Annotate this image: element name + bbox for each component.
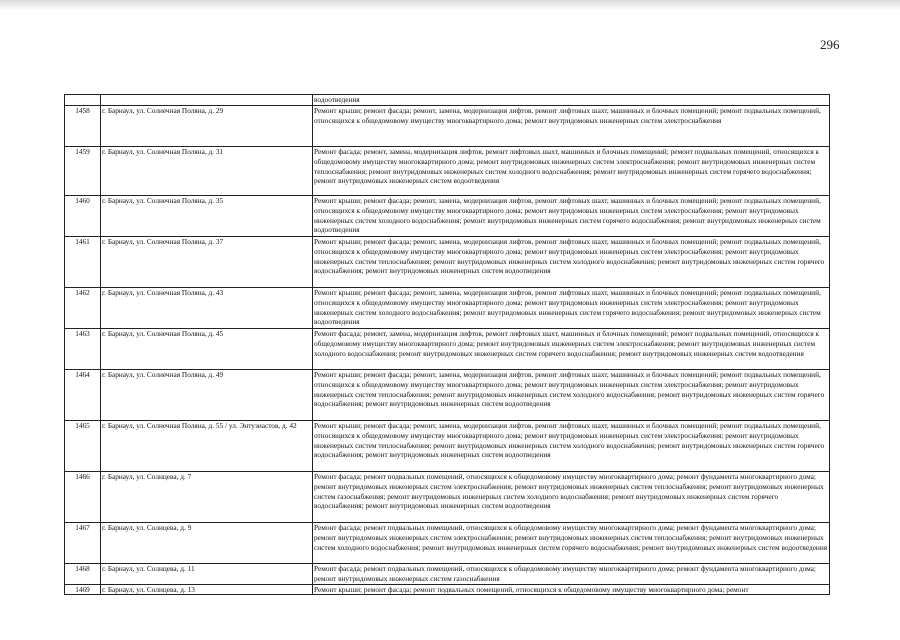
row-number: 1460 <box>65 196 101 237</box>
works-cell: Ремонт фасада; ремонт, замена, модернизация лифтов, ремонт лифтовых шахт, машинных и блочных помещений; ремонт подвальных помещений, относящихся к общедомовому имуществу многоквартирного дома; ремонт внутридомовых инженерных систем электроснабжения; ремонт внутридомовых инженерных систем теплоснабжения; ремонт внутридомовых инженерных систем холодного водоснабжения; ремонт внутридомовых инженерных систем горячего водоснабжения; ремонт внутридомовых инженерных систем водоотведения <box>313 147 830 196</box>
row-number: 1464 <box>65 370 101 421</box>
row-number <box>65 95 101 106</box>
table-row <box>65 472 830 523</box>
works-cell: Ремонт крыши; ремонт фасада; ремонт, замена, модернизация лифтов, ремонт лифтовых шахт, машинных и блочных помещений; ремонт подвальных помещений, относящихся к общедомовому имуществу многоквартирного дома; ремонт внутридомовых инженерных систем электроснабжения <box>313 106 830 147</box>
row-number: 1469 <box>65 584 101 595</box>
works-cell: Ремонт крыши; ремонт фасада; ремонт, замена, модернизация лифтов, ремонт лифтовых шахт, машинных и блочных помещений; ремонт подвальных помещений, относящихся к общедомовому имуществу многоквартирного дома; ремонт внутридомовых инженерных систем электроснабжения; ремонт внутридомовых инженерных систем теплоснабжения; ремонт внутридомовых инженерных систем холодного водоснабжения; ремонт внутридомовых инженерных систем горячего водоснабжения; ремонт внутридомовых инженерных систем водоотведения <box>313 370 830 421</box>
table-row <box>65 196 830 237</box>
works-cell: Ремонт крыши; ремонт фасада; ремонт, замена, модернизация лифтов, ремонт лифтовых шахт, машинных и блочных помещений; ремонт подвальных помещений, относящихся к общедомовому имуществу многоквартирного дома; ремонт внутридомовых инженерных систем электроснабжения; ремонт внутридомовых инженерных систем холодного водоснабжения; ремонт внутридомовых инженерных систем горячего водоснабжения; ремонт внутридомовых инженерных систем водоотведения <box>313 196 830 237</box>
row-number: 1468 <box>65 564 101 585</box>
works-cell: Ремонт фасада; ремонт, замена, модернизация лифтов, ремонт лифтовых шахт, машинных и блочных помещений; ремонт подвальных помещений, относящихся к общедомовому имуществу многоквартирного дома; ремонт внутридомовых инженерных систем электроснабжения; ремонт внутридомовых инженерных систем холодного водоснабжения; ремонт внутридомовых инженерных систем горячего водоснабжения; ремонт внутридомовых инженерных систем водоотведения <box>313 329 830 370</box>
table-row <box>65 421 830 472</box>
row-number: 1458 <box>65 106 101 147</box>
address-cell: г. Барнаул, ул. Солнечная Поляна, д. 35 <box>101 196 313 237</box>
table-row <box>65 329 830 370</box>
row-number: 1465 <box>65 421 101 472</box>
row-number: 1466 <box>65 472 101 523</box>
table-row <box>65 147 830 196</box>
address-cell: г. Барнаул, ул. Солнцева, д. 7 <box>101 472 313 523</box>
row-number: 1462 <box>65 288 101 329</box>
table-row <box>65 523 830 564</box>
works-cell: Ремонт крыши; ремонт фасада; ремонт, замена, модернизация лифтов, ремонт лифтовых шахт, машинных и блочных помещений; ремонт подвальных помещений, относящихся к общедомовому имуществу многоквартирного дома; ремонт внутридомовых инженерных систем электроснабжения; ремонт внутридомовых инженерных систем теплоснабжения; ремонт внутридомовых инженерных систем холодного водоснабжения; ремонт внутридомовых инженерных систем горячего водоснабжения; ремонт внутридомовых инженерных систем водоотведения <box>313 237 830 288</box>
address-cell: г. Барнаул, ул. Солнечная Поляна, д. 31 <box>101 147 313 196</box>
row-number: 1461 <box>65 237 101 288</box>
table-row <box>65 370 830 421</box>
address-cell: г. Барнаул, ул. Солнечная Поляна, д. 29 <box>101 106 313 147</box>
address-cell: г. Барнаул, ул. Солнечная Поляна, д. 55 / ул. Энтузиастов, д. 42 <box>101 421 313 472</box>
works-cell: Ремонт фасада; ремонт подвальных помещений, относящихся к общедомовому имуществу многоквартирного дома; ремонт фундамента многоквартирного дома; ремонт внутридомовых инженерных систем электроснабжения; ремонт внутридомовых инженерных систем теплоснабжения; ремонт внутридомовых инженерных систем газоснабжения; ремонт внутридомовых инженерных систем холодного водоснабжения; ремонт внутридомовых инженерных систем горячего водоснабжения; ремонт внутридомовых инженерных систем водоотведения <box>313 472 830 523</box>
row-number: 1459 <box>65 147 101 196</box>
row-number: 1467 <box>65 523 101 564</box>
address-cell: г. Барнаул, ул. Солнечная Поляна, д. 37 <box>101 237 313 288</box>
table-body <box>65 95 830 595</box>
address-cell: г. Барнаул, ул. Солнечная Поляна, д. 43 <box>101 288 313 329</box>
works-cell: Ремонт крыши; ремонт фасада; ремонт, замена, модернизация лифтов, ремонт лифтовых шахт, машинных и блочных помещений; ремонт подвальных помещений, относящихся к общедомовому имуществу многоквартирного дома; ремонт внутридомовых инженерных систем электроснабжения; ремонт внутридомовых инженерных систем теплоснабжения; ремонт внутридомовых инженерных систем холодного водоснабжения; ремонт внутридомовых инженерных систем горячего водоснабжения; ремонт внутридомовых инженерных систем водоотведения <box>313 421 830 472</box>
works-cell: водоотведения <box>313 95 830 106</box>
works-cell: Ремонт крыши; ремонт фасада; ремонт подвальных помещений, относящихся к общедомовому имуществу многоквартирного дома; ремонт <box>313 584 830 595</box>
table-row <box>65 584 830 595</box>
scan-edge <box>0 0 900 10</box>
works-cell: Ремонт крыши; ремонт фасада; ремонт, замена, модернизация лифтов, ремонт лифтовых шахт, машинных и блочных помещений; ремонт подвальных помещений, относящихся к общедомовому имуществу многоквартирного дома; ремонт внутридомовых инженерных систем электроснабжения; ремонт внутридомовых инженерных систем холодного водоснабжения; ремонт внутридомовых инженерных систем горячего водоснабжения; ремонт внутридомовых инженерных систем водоотведения <box>313 288 830 329</box>
table-row <box>65 95 830 106</box>
row-number: 1463 <box>65 329 101 370</box>
address-cell: г. Барнаул, ул. Солнечная Поляна, д. 45 <box>101 329 313 370</box>
address-cell: г. Барнаул, ул. Солнцева, д. 9 <box>101 523 313 564</box>
repair-table <box>64 94 830 595</box>
table-row <box>65 564 830 585</box>
table-row <box>65 237 830 288</box>
address-cell <box>101 95 313 106</box>
works-cell: Ремонт фасада; ремонт подвальных помещений, относящихся к общедомовому имуществу многоквартирного дома; ремонт фундамента многоквартирного дома; ремонт внутридомовых инженерных систем электроснабжения; ремонт внутридомовых инженерных систем теплоснабжения; ремонт внутридомовых инженерных систем холодного водоснабжения; ремонт внутридомовых инженерных систем горячего водоснабжения; ремонт внутридомовых инженерных систем водоотведения <box>313 523 830 564</box>
table-row <box>65 106 830 147</box>
address-cell: г. Барнаул, ул. Солнечная Поляна, д. 49 <box>101 370 313 421</box>
address-cell: г. Барнаул, ул. Солнцева, д. 11 <box>101 564 313 585</box>
works-cell: Ремонт фасада; ремонт подвальных помещений, относящихся к общедомовому имуществу многоквартирного дома; ремонт фундамента многоквартирного дома; ремонт внутридомовых инженерных систем газоснабжения <box>313 564 830 585</box>
address-cell: г. Барнаул, ул. Солнцева, д. 13 <box>101 584 313 595</box>
page-number: 296 <box>820 37 840 52</box>
table-row <box>65 288 830 329</box>
